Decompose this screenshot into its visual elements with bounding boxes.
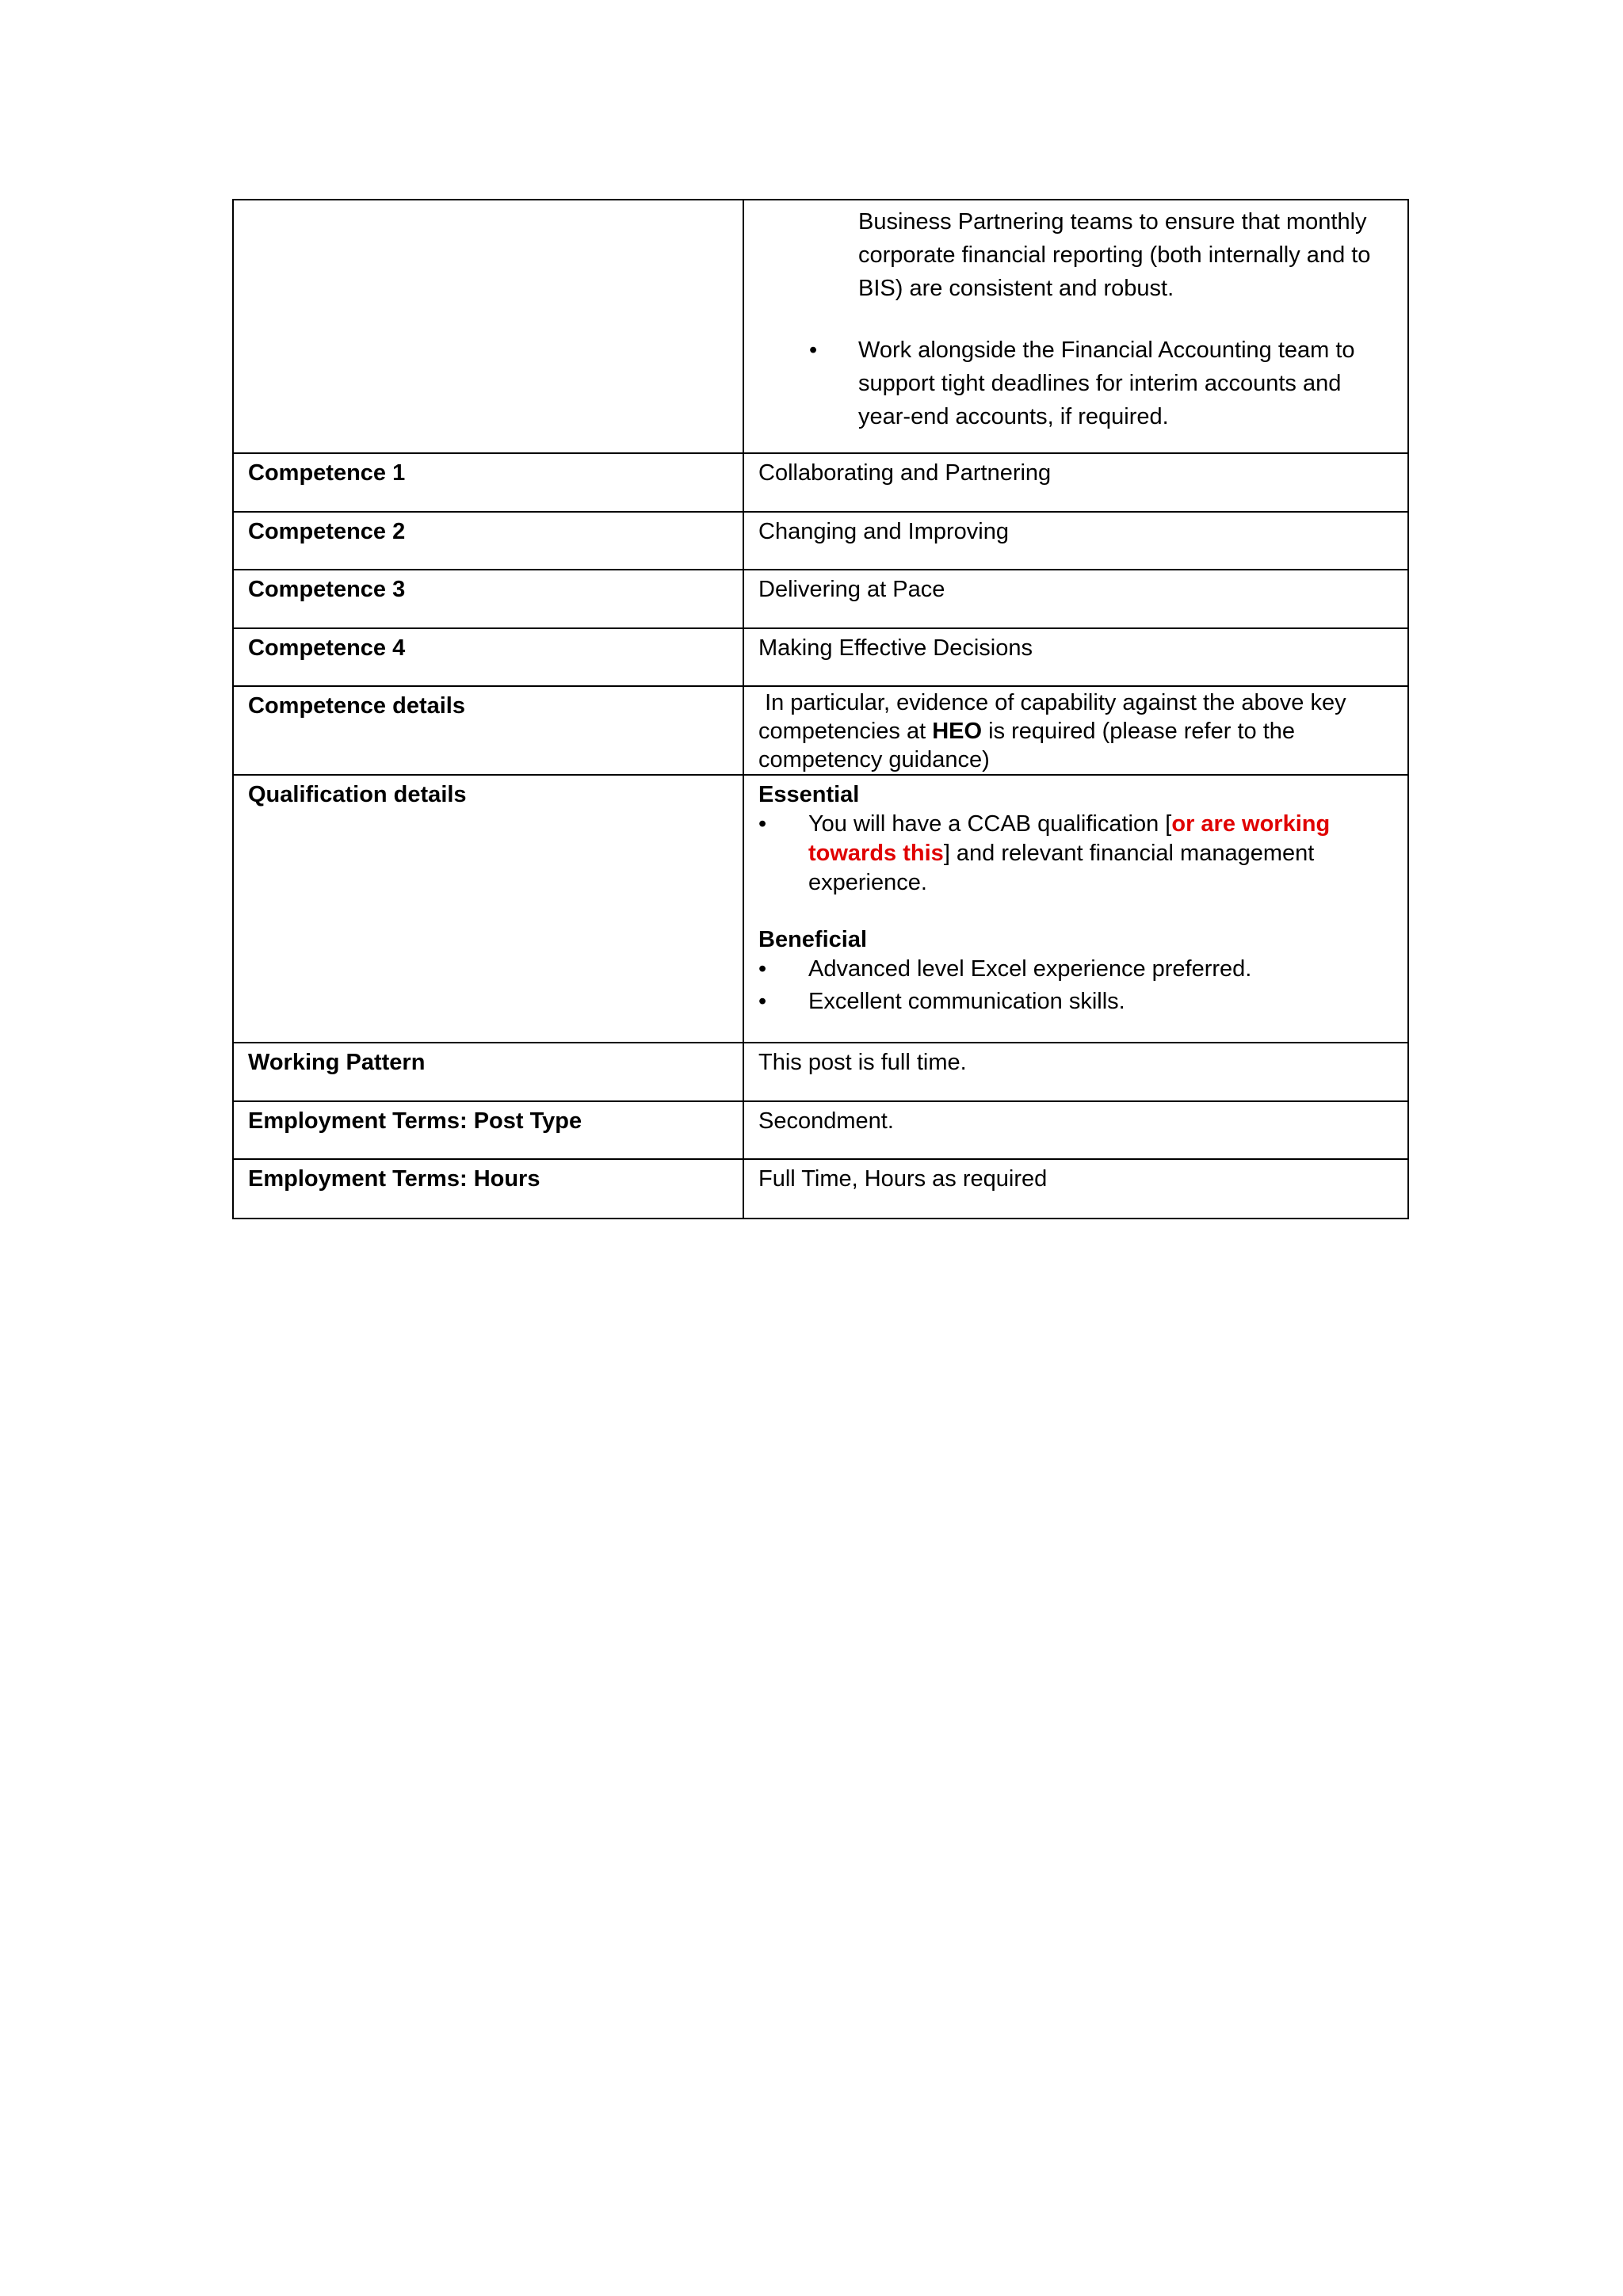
qualification-details-label: Qualification details [233, 775, 743, 1043]
competence-4-label: Competence 4 [233, 628, 743, 686]
grade-heo: HEO [932, 719, 983, 744]
duties-cell [743, 200, 1408, 453]
competence-1-value: Collaborating and Partnering [743, 453, 1408, 512]
competence-3-value: Delivering at Pace [743, 570, 1408, 628]
competence-3-label: Competence 3 [233, 570, 743, 628]
table-row-continued-duties [233, 200, 1408, 453]
hours-value: Full Time, Hours as required [743, 1159, 1408, 1219]
duty-continuation-text: Business Partnering teams to ensure that monthly corporate financial reporting (both internally and to BIS) are consistent and robust. [858, 209, 1371, 301]
working-towards-highlight: or are working towards this [808, 811, 1331, 866]
competence-4-value: Making Effective Decisions [743, 628, 1408, 686]
beneficial-bullet-item: • Excellent communication skills. [758, 987, 1393, 1016]
competence-details-value: In particular, evidence of capability against the above key competencies at HEO is required (please refer to the competency guidance) [743, 686, 1408, 775]
table-row-qualification-details [233, 775, 1408, 1043]
working-pattern-label: Working Pattern [233, 1043, 743, 1101]
table-row-competence-4 [233, 628, 1408, 686]
post-type-value: Secondment. [743, 1101, 1408, 1159]
table-row-post-type [233, 1101, 1408, 1159]
table-row-hours [233, 1159, 1408, 1219]
job-details-table [232, 199, 1409, 1219]
table-row-working-pattern [233, 1043, 1408, 1101]
table-row-competence-3 [233, 570, 1408, 628]
competence-2-label: Competence 2 [233, 512, 743, 570]
hours-label: Employment Terms: Hours [233, 1159, 743, 1219]
qualification-details-value [743, 775, 1408, 1043]
essential-heading: Essential [758, 782, 860, 807]
beneficial-bullet-item: • Advanced level Excel experience preferred. [758, 955, 1393, 984]
duty-bullet-item: • Work alongside the Financial Accounting team to support tight deadlines for interim accounts and year-end accounts, if required. [858, 334, 1393, 433]
post-type-label: Employment Terms: Post Type [233, 1101, 743, 1159]
competence-1-label: Competence 1 [233, 453, 743, 512]
beneficial-heading: Beneficial [758, 927, 867, 952]
table-row-competence-1 [233, 453, 1408, 512]
table-row-competence-details [233, 686, 1408, 775]
competence-2-value: Changing and Improving [743, 512, 1408, 570]
table-row-competence-2 [233, 512, 1408, 570]
working-pattern-value: This post is full time. [743, 1043, 1408, 1101]
essential-bullet-item: • You will have a CCAB qualification [or are working towards this] and relevant financial management experience. [758, 810, 1393, 898]
competence-details-label: Competence details [233, 686, 743, 775]
empty-label-cell [233, 200, 743, 453]
duties-content [758, 205, 1393, 433]
